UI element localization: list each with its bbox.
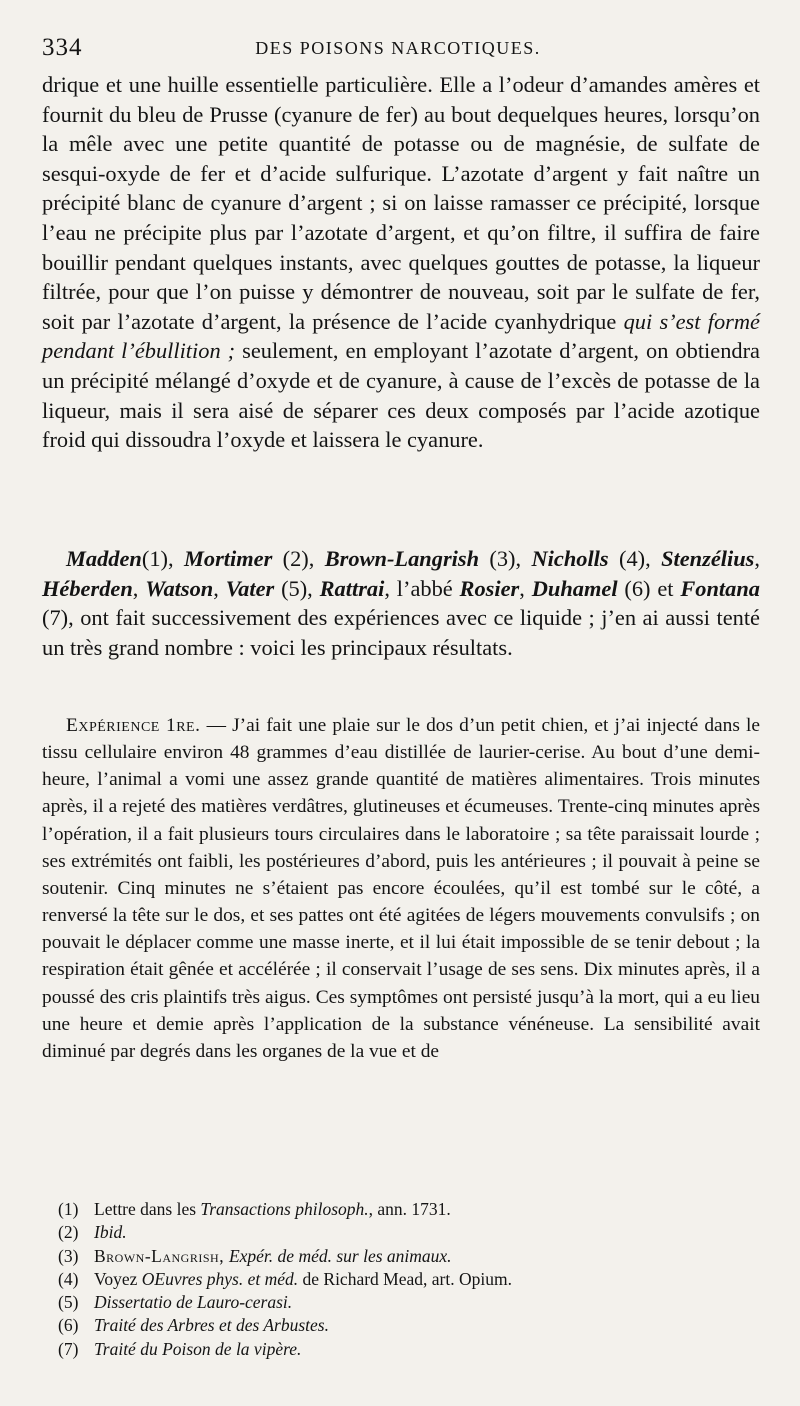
running-title: DES POISONS NARCOTIQUES. <box>255 38 541 58</box>
footnote <box>58 1338 758 1361</box>
note-ref: (1), <box>141 546 184 571</box>
page-number: 334 <box>42 34 83 61</box>
author-name: Stenzélius <box>661 546 755 571</box>
separator: , <box>213 575 226 601</box>
paragraph-continuation <box>42 70 760 455</box>
note-ref: (7), <box>42 605 81 631</box>
footnote-title: Transactions philosoph. <box>200 1199 369 1219</box>
footnote-text: Brown-Langrish, <box>94 1245 229 1266</box>
paragraph-text-end: seulement, en employant l’azotate d’argent, on obtiendra un précipité mélangé d’oxyde et de cyanure, à cause de l’excès de potasse de la liqueur, mais il sera aisé de séparer ces deux composés par l’acide azotique froid qui dissoudra l’oxyde et laissera le cyanure. <box>42 338 760 453</box>
separator: , <box>519 575 532 601</box>
footnote <box>58 1198 758 1221</box>
footnote-text: Voyez <box>94 1268 142 1289</box>
footnote <box>58 1245 758 1268</box>
italic-phrase: qui s’est formé pendant l’ébullition ; <box>42 308 760 364</box>
author-name: Mortimer <box>183 546 273 571</box>
author-name: Nicholls <box>531 546 609 571</box>
footnote-title: Dissertatio de Lauro-cerasi. <box>94 1292 293 1313</box>
footnote-title: Traité des Arbres et des Arbustes. <box>94 1315 329 1336</box>
footnote-title: Expér. de méd. sur les animaux. <box>228 1245 452 1266</box>
footnote-text: de Richard Mead, art. Opium. <box>298 1268 512 1289</box>
separator: , l’abbé <box>384 575 460 601</box>
paragraph-text: drique et une huille essentielle particulière. Elle a l’odeur d’amandes amères et fournit du bleu de Prusse (cyanure de fer) au bout dequelques heures, lorsqu’on la mêle avec une petite quantité de potasse ou de magnésie, de sulfate de sesqui-oxyde de fer et d’acide sulfurique. L’azotate d’argent y fait naître un précipité blanc de cyanure d’argent ; si on laisse ramasser ce précipité, lorsque l’eau ne précipite plus par l’azotate d’argent, et qu’on filtre, il suffira de faire bouillir pendant quelques instants, avec quelques gouttes de potasse, la liqueur filtrée, pour que l’on puisse y démontrer de nouveau, soit par le sulfate de fer, soit par l’azotate d’argent, la présence de l’acide cyanhydrique <box>42 72 760 334</box>
dash: — <box>200 715 233 736</box>
note-ref: (2), <box>272 546 325 571</box>
separator: , <box>132 575 146 601</box>
note-ref: (6) et <box>617 575 681 601</box>
paragraph-authors <box>42 544 760 662</box>
footnote-title: OEuvres phys. et méd. <box>141 1268 299 1289</box>
note-ref: (3), <box>479 546 532 571</box>
footnote-number: (1) <box>58 1199 79 1219</box>
author-name: Fontana <box>680 575 760 601</box>
footnote-number: (2) <box>58 1222 79 1243</box>
footnote-number: (6) <box>58 1315 79 1336</box>
experience-ordinal: 1re. <box>166 715 201 736</box>
author-name: Héberden <box>42 575 133 601</box>
note-ref: (5), <box>274 575 320 601</box>
author-name: Duhamel <box>531 575 618 601</box>
author-name: Rosier <box>459 575 520 601</box>
experience-text: J’ai fait une plaie sur le dos d’un petit chien, et j’ai injecté dans le tissu cellulaire environ 48 grammes d’eau distillée de laurier-cerise. Au bout d’une demi-heure, l’animal a vomi une assez grande quantité de matières alimentaires. Trois minutes après, il a rejeté des matières verdâtres, glutineuses et écumeuses. Trente-cinq minutes après l’opération, il a fait plusieurs tours circulaires dans le laboratoire ; sa tête paraissait lourde ; ses extrémités ont faibli, les postérieures d’abord, puis les antérieures ; il pouvait à peine se soutenir. Cinq minutes ne s’étaient pas encore écoulées, qu’il est tombé sur le côté, a renversé la tête sur le dos, et ses pattes ont été agitées de légers mouvements convulsifs ; on pouvait le déplacer comme une masse inerte, et il lui était impossible de se tenir debout ; la respiration était gênée et accélérée ; il conservait l’usage de ses sens. Dix minutes après, il a poussé des cris plaintifs très aigus. Ces symptômes ont persisté jusqu’à la mort, qui a eu lieu une heure et demie après l’application de la substance vénéneuse. La sensibilité avait diminué par degrés dans les organes de la vue et de <box>42 715 760 1062</box>
footnote <box>58 1268 758 1291</box>
footnote <box>58 1314 758 1337</box>
experience-paragraph <box>42 712 760 1065</box>
footnote-number: (7) <box>58 1338 79 1359</box>
note-ref: (4), <box>608 546 662 571</box>
separator: , <box>754 546 760 571</box>
author-name: Madden <box>66 546 142 571</box>
experience-label: Expérience <box>66 715 160 736</box>
footnote-number: (3) <box>58 1245 79 1266</box>
footnote <box>58 1221 758 1244</box>
footnote-text: , ann. 1731. <box>368 1199 451 1219</box>
author-name: Watson <box>145 575 214 601</box>
author-name: Brown-Langrish <box>324 546 480 571</box>
footnote <box>58 1291 758 1314</box>
footnote-number: (5) <box>58 1292 79 1313</box>
page-header <box>42 34 754 66</box>
author-name: Rattrai <box>319 575 385 601</box>
footnotes <box>58 1198 758 1361</box>
paragraph-text: ont fait successivement des expériences avec ce liquide ; j’en ai aussi tenté un très grand nombre : voici les principaux résultats. <box>42 605 761 660</box>
footnote-number: (4) <box>58 1268 79 1289</box>
footnote-text: Lettre dans les <box>94 1199 201 1219</box>
footnote-title: Traité du Poison de la vipère. <box>94 1338 302 1359</box>
footnote-title: Ibid. <box>94 1222 127 1243</box>
author-name: Vater <box>225 575 275 601</box>
